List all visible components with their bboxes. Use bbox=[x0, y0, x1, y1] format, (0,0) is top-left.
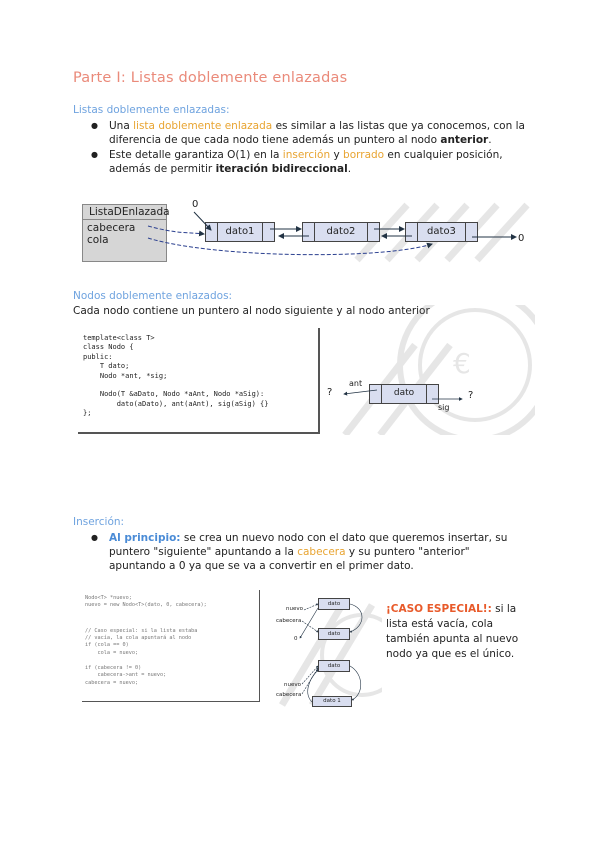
section-heading-listas: Listas doblemente enlazadas: bbox=[73, 104, 230, 116]
diag-node: dato bbox=[318, 660, 350, 672]
insert-code-block bbox=[82, 590, 260, 702]
list-arrows bbox=[82, 200, 532, 265]
nodos-description: Cada nodo contiene un puntero al nodo siguiente y al nodo anterior bbox=[73, 305, 430, 317]
node-label: dato3 bbox=[427, 226, 456, 237]
code-line: class Nodo { bbox=[83, 343, 134, 352]
code-line: template<class T> bbox=[83, 334, 155, 342]
code-line: if (cola == 0) bbox=[85, 642, 129, 649]
section-heading-nodos: Nodos doblemente enlazados: bbox=[73, 290, 233, 302]
svg-text:€: € bbox=[453, 347, 471, 380]
null-right: 0 bbox=[518, 233, 525, 244]
bullet-list-insercion bbox=[91, 531, 521, 574]
code-line: Nodo<T> *nuevo; bbox=[85, 595, 132, 601]
insert-diagram-arrows bbox=[274, 594, 380, 709]
code-line: // vacía, la cola apuntará al nodo bbox=[85, 635, 192, 642]
code-line: public: bbox=[83, 352, 113, 361]
diag-label-nuevo-2: nuevo bbox=[284, 682, 301, 688]
code-line: cola = nuevo; bbox=[85, 649, 139, 656]
field-cola: cola bbox=[87, 234, 109, 246]
node-question-left: ? bbox=[327, 387, 333, 398]
diag-label-cabecera: cabecera bbox=[276, 618, 302, 624]
code-line: cabecera->ant = nuevo; bbox=[85, 672, 167, 679]
box-title: ListaDEnlazada bbox=[83, 205, 166, 220]
special-case-note: ¡CASO ESPECIAL!: si la lista está vacía, cola también apunta al nuevo nodo ya que es el único. bbox=[386, 603, 519, 660]
bullet-item: ● Al principio: se crea un nuevo nodo con el dato que queremos insertar, su puntero "siguiente" apuntando a la cabecera y su puntero "anterior" apuntando a 0 ya que se va a convertir en el primer dato. bbox=[91, 531, 521, 573]
code-line: // Caso especial: si la lista estaba bbox=[85, 628, 198, 634]
code-line: dato(aDato), ant(aAnt), sig(aSig) {} bbox=[83, 399, 269, 408]
code-line: cabecera = nuevo; bbox=[85, 679, 139, 686]
node-arrows bbox=[322, 378, 482, 418]
code-line: Nodo(T &aDato, Nodo *aAnt, Nodo *aSig): bbox=[83, 390, 265, 399]
bullet-item: ● Este detalle garantiza O(1) en la inserción y borrado en cualquier posición, además de permitir iteración bidireccional. bbox=[91, 148, 531, 176]
diag-node: dato 1 bbox=[312, 696, 352, 707]
node-dato-label: dato bbox=[393, 388, 415, 398]
node-code-block bbox=[78, 328, 320, 434]
null-top: 0 bbox=[192, 199, 199, 210]
code-line: if (cabecera != 0) bbox=[85, 665, 142, 672]
bullet-list-listas bbox=[91, 119, 531, 177]
section-heading-insercion: Inserción: bbox=[73, 516, 125, 528]
diag-label-zero: 0 bbox=[294, 636, 298, 642]
field-cabecera: cabecera bbox=[87, 222, 136, 234]
page-title: Parte I: Listas doblemente enlazadas bbox=[73, 70, 348, 86]
code-line: nuevo = new Nodo<T>(dato, 0, cabecera); bbox=[85, 602, 207, 609]
node-label: dato1 bbox=[225, 226, 255, 237]
code-line: }; bbox=[83, 409, 92, 418]
node-question-right: ? bbox=[468, 390, 474, 401]
insert-diagram bbox=[274, 594, 380, 709]
diag-label-nuevo: nuevo bbox=[286, 606, 303, 612]
node-ant-label: ant bbox=[349, 379, 363, 388]
node-diagram bbox=[322, 378, 482, 418]
node-label: dato2 bbox=[326, 226, 356, 237]
bullet-item: ● Una lista doblemente enlazada es similar a las listas que ya conocemos, con la diferencia de que cada nodo tiene además un puntero al nodo anterior. bbox=[91, 119, 531, 147]
list-diagram bbox=[82, 200, 532, 265]
node-sig-label: sig bbox=[438, 403, 450, 412]
diag-label-cabecera-2: cabecera bbox=[276, 692, 302, 698]
code-line: T dato; bbox=[83, 362, 130, 371]
diag-node: dato bbox=[318, 628, 350, 640]
code-line: Nodo *ant, *sig; bbox=[83, 371, 168, 380]
diag-node: dato bbox=[318, 598, 350, 610]
